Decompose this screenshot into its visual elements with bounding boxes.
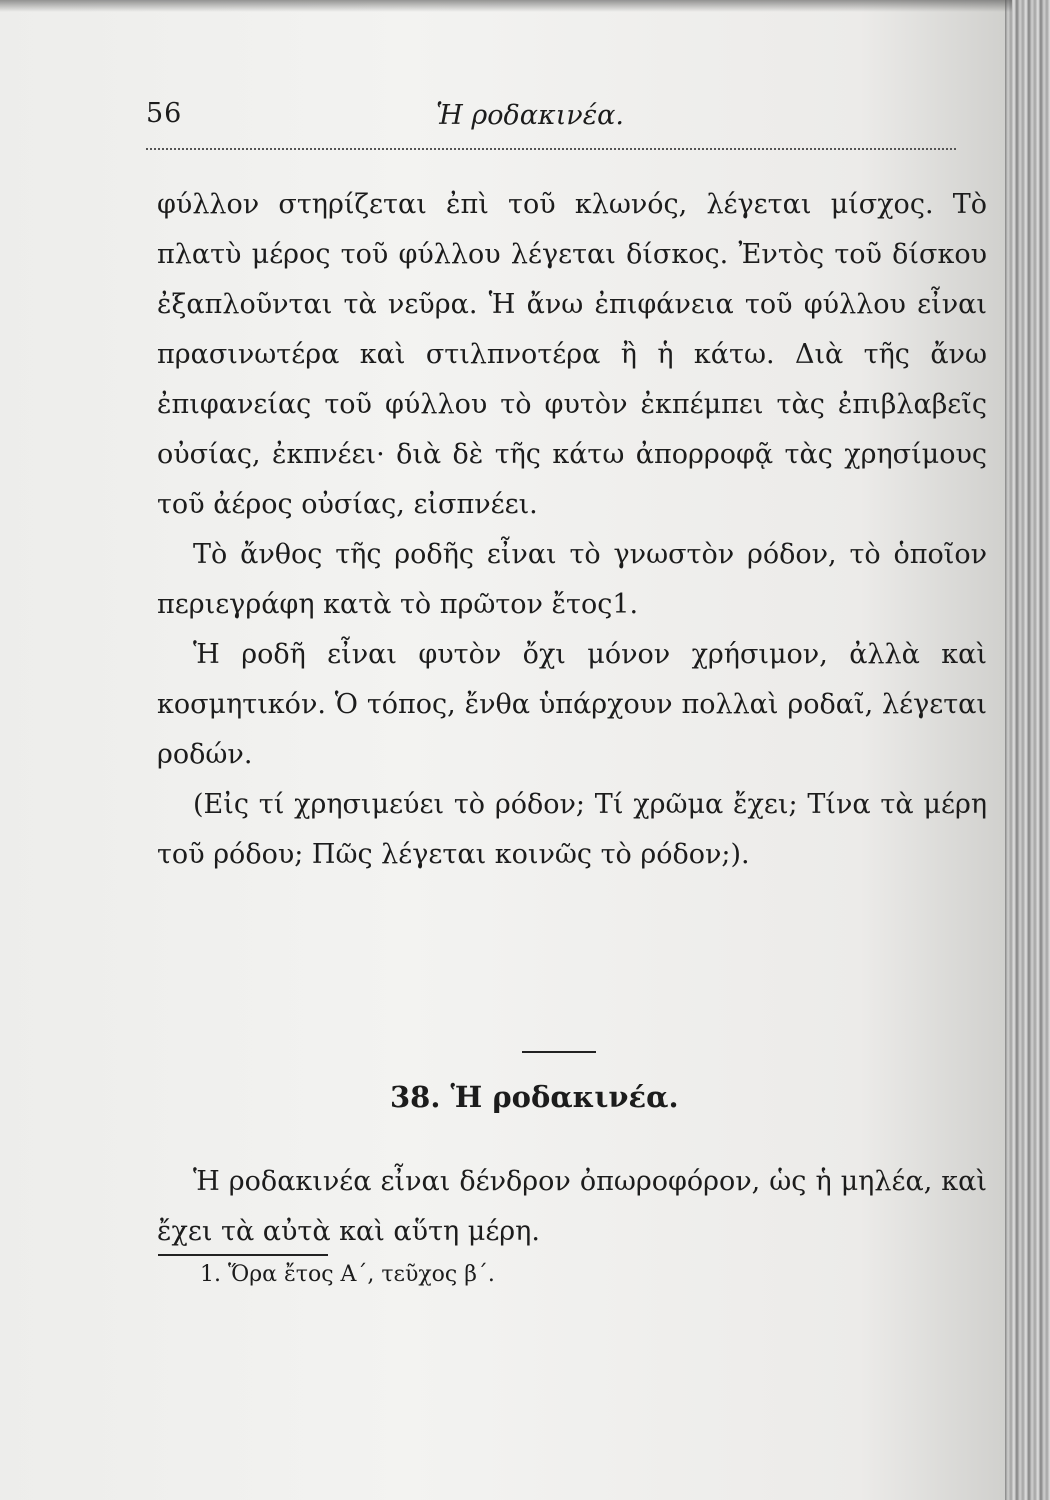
header-rule <box>146 148 956 150</box>
page-number: 56 <box>146 98 183 129</box>
footnote: 1. Ὅρα ἔτος Α΄, τεῦχος β΄. <box>200 1262 495 1287</box>
footnote-rule <box>158 1254 328 1256</box>
section-divider <box>522 1051 596 1053</box>
section-heading: 38. Ἡ ροδακινέα. <box>390 1080 679 1114</box>
scan-top-shadow <box>0 0 1012 12</box>
page-header <box>146 98 956 144</box>
paragraph-peach-tree: Ἡ ροδακινέα εἶναι δένδρον ὀπωροφόρον, ὡς ἡ μηλέα, καὶ ἔχει τὰ αὐτὰ καὶ αὕτη μέρη. <box>157 1166 987 1247</box>
main-text <box>157 180 987 880</box>
paragraph-rose-use: Ἡ ροδῆ εἶναι φυτὸν ὄχι μόνον χρήσιμον, ἀλλὰ καὶ κοσμητικόν. Ὁ τόπος, ἔνθα ὑπάρχουν πολλαὶ ροδαῖ, λέγεται ροδών. <box>157 639 987 770</box>
paragraph-flower: Τὸ ἄνθος τῆς ροδῆς εἶναι τὸ γνωστὸν ρόδον, τὸ ὁποῖον περιεγράφη κατὰ τὸ πρῶτον ἔτος1. <box>157 539 987 620</box>
paragraph-questions: (Εἰς τί χρησιμεύει τὸ ρόδον; Τί χρῶμα ἔχει; Τίνα τὰ μέρη τοῦ ρόδου; Πῶς λέγεται κοινῶς τὸ ρόδον;). <box>157 789 987 870</box>
paragraph-leaf: φύλλον στηρίζεται ἐπὶ τοῦ κλωνός, λέγεται μίσχος. Τὸ πλατὺ μέρος τοῦ φύλλου λέγεται δίσκος. Ἐντὸς τοῦ δίσκου ἐξαπλοῦνται τὰ νεῦρα. Ἡ ἄνω ἐπιφάνεια τοῦ φύλλου εἶναι πρασινωτέρα καὶ στιλπνοτέρα ἢ ἡ κάτω. Διὰ τῆς ἄνω ἐπιφανείας τοῦ φύλλου τὸ φυτὸν ἐκπέμπει τὰς ἐπιβλαβεῖς οὐσίας, ἐκπνέει· διὰ δὲ τῆς κάτω ἀπορροφᾷ τὰς χρησίμους τοῦ ἀέρος οὐσίας, εἰσπνέει. <box>157 189 987 520</box>
book-binding-edge <box>1005 0 1050 1500</box>
section-text <box>157 1157 987 1257</box>
running-title: Ἡ ροδακινέα. <box>436 100 624 131</box>
